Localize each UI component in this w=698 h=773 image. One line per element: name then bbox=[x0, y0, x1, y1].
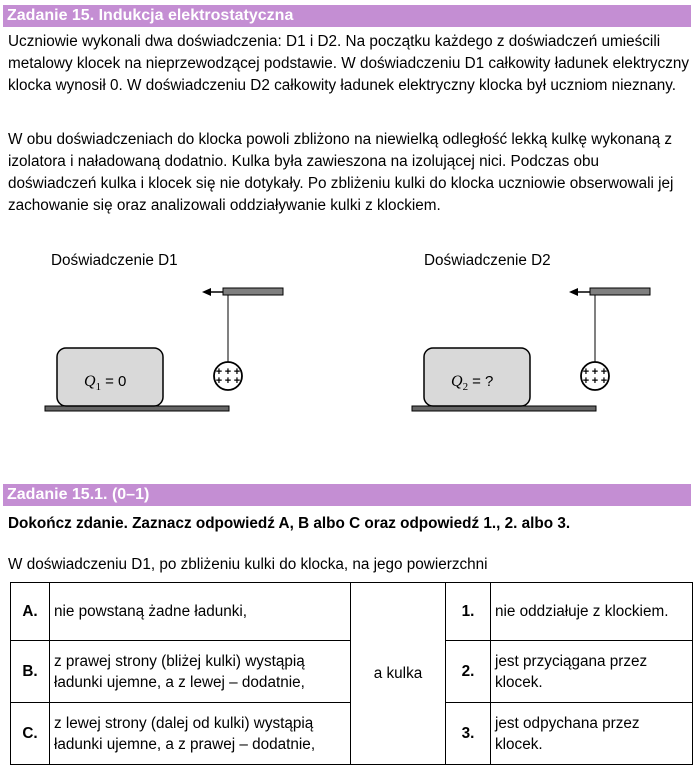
ball-plus-sign: + bbox=[600, 366, 608, 378]
option-2-line: jest przyciągana przez bbox=[495, 652, 648, 670]
ball-plus-sign: + bbox=[224, 366, 232, 378]
d1-arrow-head bbox=[202, 288, 211, 296]
d2-charge-label: $Q_2$ = ? bbox=[451, 373, 494, 393]
option-c-text[interactable] bbox=[50, 703, 351, 765]
task-title-bar bbox=[3, 5, 691, 27]
option-c-line: z lewej strony (dalej od kulki) wystąpią bbox=[54, 714, 314, 732]
intro-paragraph: Uczniowie wykonali dwa doświadczenia: D1 i D2. Na początku każdego z doświadczeń umieścili metalowy klocek na nieprzewodzącej podstawie. W doświadczeniu D1 całkowity ładunek elektryczny klocka wynosił 0. W doświadczeniu D2 całkowity ładunek elektryczny klocka był uczniom nieznany. bbox=[8, 33, 690, 94]
d1-holder-bar bbox=[223, 288, 283, 295]
instruction: Dokończ zdanie. Zaznacz odpowiedź A, B albo C oraz odpowiedź 1., 2. albo 3. bbox=[8, 515, 571, 532]
ball-plus-sign: + bbox=[582, 366, 590, 378]
option-c-line: ładunki ujemne, a z prawej – dodatnie, bbox=[54, 735, 316, 753]
subtask-title: Zadanie 15.1. (0–1) bbox=[7, 486, 150, 503]
d1-label: Doświadczenie D1 bbox=[51, 252, 178, 269]
option-3-line: klocek. bbox=[495, 735, 543, 753]
option-a-line: nie powstaną żadne ładunki, bbox=[54, 603, 248, 620]
option-c-letter[interactable]: C. bbox=[11, 703, 50, 765]
option-3-line: jest odpychana przez bbox=[495, 714, 640, 732]
option-2-text[interactable] bbox=[491, 641, 693, 703]
ball-plus-sign: + bbox=[215, 366, 223, 378]
d1-charge-label: $Q_1 = 0$ bbox=[84, 373, 127, 393]
d2-arrow-head bbox=[569, 288, 578, 296]
ball-plus-sign: + bbox=[233, 375, 241, 387]
sentence-lead: W doświadczeniu D1, po zbliżeniu kulki do klocka, na jego powierzchni bbox=[8, 556, 488, 573]
option-2-number[interactable]: 2. bbox=[446, 641, 491, 703]
procedure-paragraph: W obu doświadczeniach do klocka powoli zbliżono na niewielką odległość lekką kulkę wykonaną z izolatora i naładowaną dodatnio. Kulka była zawieszona na izolującej nici. Podczas obu doświadczeń kulka i klocek się nie dotykały. Po zbliżeniu kulki do klocka uczniowie obserwowali jej zachowanie się oraz analizowali oddziaływanie kulki z klockiem. bbox=[8, 131, 674, 214]
option-2-line: klocek. bbox=[495, 673, 543, 691]
ball-plus-sign: + bbox=[224, 375, 232, 387]
option-3-text[interactable] bbox=[491, 703, 693, 765]
ball-plus-sign: + bbox=[582, 375, 590, 387]
option-1-number[interactable]: 1. bbox=[446, 583, 491, 641]
ball-plus-sign: + bbox=[600, 375, 608, 387]
ball-plus-sign: + bbox=[591, 375, 599, 387]
option-3-number[interactable]: 3. bbox=[446, 703, 491, 765]
option-b-line: ładunki ujemne, a z lewej – dodatnie, bbox=[54, 673, 305, 691]
option-b-letter[interactable]: B. bbox=[11, 641, 50, 703]
option-a-letter[interactable]: A. bbox=[11, 583, 50, 641]
ball-plus-sign: + bbox=[233, 366, 241, 378]
middle-phrase: a kulka bbox=[351, 583, 446, 765]
subtask-title-bar bbox=[3, 484, 691, 506]
answer-row bbox=[11, 583, 693, 641]
d2-label: Doświadczenie D2 bbox=[424, 252, 551, 269]
answer-table bbox=[10, 582, 693, 765]
option-b-text[interactable] bbox=[50, 641, 351, 703]
option-b-line: z prawej strony (bliżej kulki) wystąpią bbox=[54, 652, 305, 670]
option-1-text[interactable] bbox=[491, 583, 693, 641]
task-title: Zadanie 15. Indukcja elektrostatyczna bbox=[7, 7, 294, 24]
ball-plus-sign: + bbox=[215, 375, 223, 387]
option-1-line: nie oddziałuje z klockiem. bbox=[495, 603, 669, 620]
ball-plus-sign: + bbox=[591, 366, 599, 378]
option-a-text[interactable] bbox=[50, 583, 351, 641]
d2-holder-bar bbox=[590, 288, 650, 295]
experiment-diagram bbox=[0, 240, 698, 420]
